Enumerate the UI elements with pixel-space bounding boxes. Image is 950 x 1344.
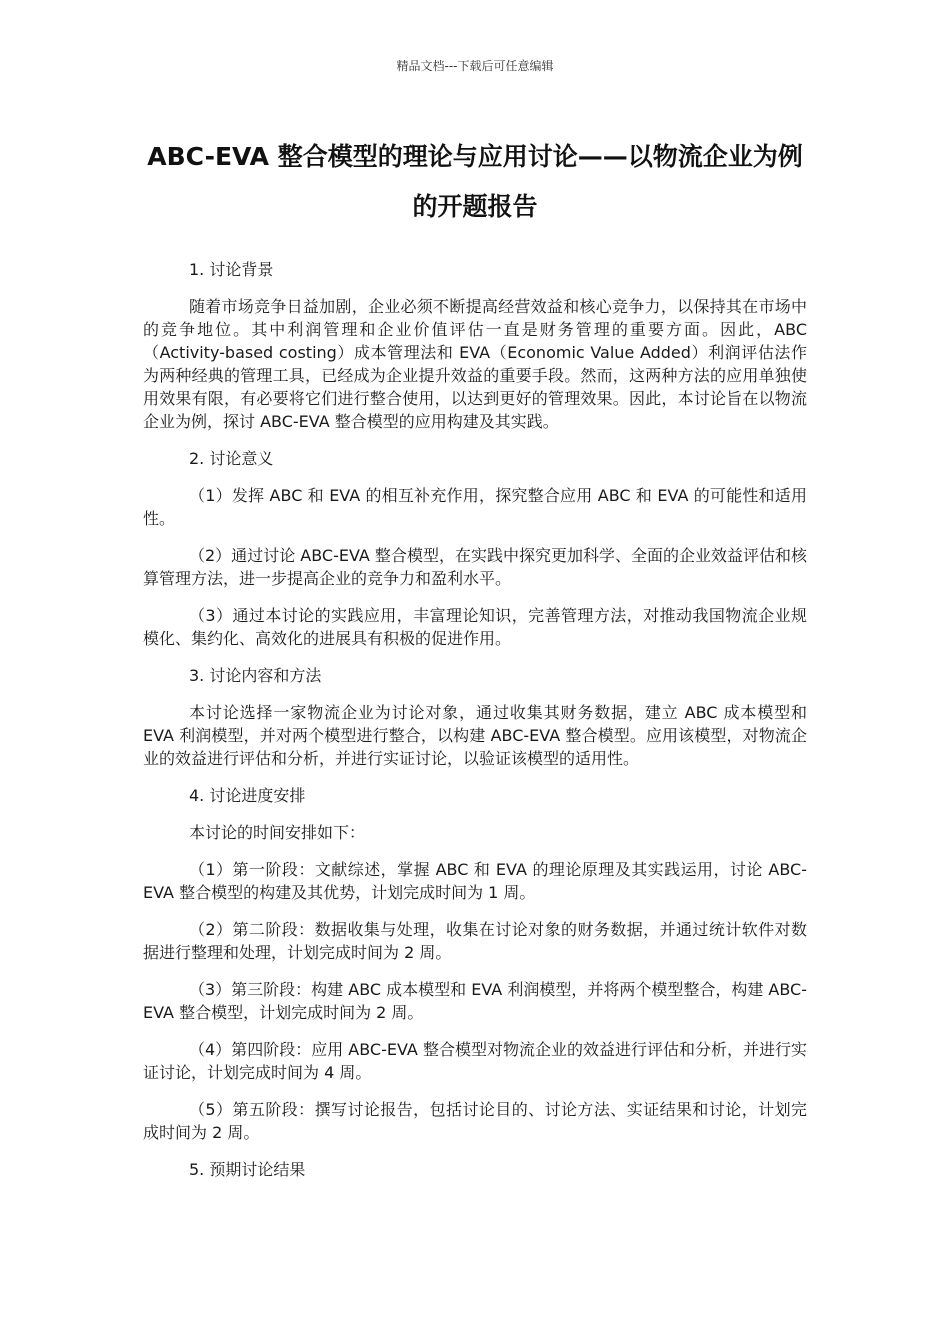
section-heading-schedule: 4. 讨论进度安排 [189,786,306,805]
section-heading-background: 1. 讨论背景 [189,260,274,279]
schedule-item: （4）第四阶段：应用 ABC-EVA 整合模型对物流企业的效益进行评估和分析，并进行实证讨论，计划完成时间为 4 周。 [143,1040,807,1082]
schedule-item: （1）第一阶段：文献综述，掌握 ABC 和 EVA 的理论原理及其实践运用，讨论 ABC-EVA 整合模型的构建及其优势，计划完成时间为 1 周。 [143,860,807,902]
section-heading-expected-results: 5. 预期讨论结果 [189,1160,306,1179]
title-line-2: 的开题报告 [412,192,538,221]
section-heading-content-methods: 3. 讨论内容和方法 [189,666,322,685]
section-heading-significance: 2. 讨论意义 [189,449,274,468]
content-methods-paragraph: 本讨论选择一家物流企业为讨论对象，通过收集其财务数据，建立 ABC 成本模型和 EVA 利润模型，并对两个模型进行整合，以构建 ABC-EVA 整合模型。应用该模型，对物流企业的效益进行评估和分析，并进行实证讨论，以验证该模型的适用性。 [143,703,807,768]
significance-item: （1）发挥 ABC 和 EVA 的相互补充作用，探究整合应用 ABC 和 EVA 的可能性和适用性。 [143,486,807,528]
document-body [143,258,807,1195]
schedule-item: （2）第二阶段：数据收集与处理，收集在讨论对象的财务数据，并通过统计软件对数据进行整理和处理，计划完成时间为 2 周。 [143,920,807,962]
page-header: 精品文档---下载后可任意编辑 [396,59,554,73]
schedule-intro: 本讨论的时间安排如下： [189,823,366,842]
document-title [120,132,830,232]
significance-item: （3）通过本讨论的实践应用，丰富理论知识，完善管理方法，对推动我国物流企业规模化、集约化、高效化的进展具有积极的促进作用。 [143,606,807,648]
significance-item: （2）通过讨论 ABC-EVA 整合模型，在实践中探究更加科学、全面的企业效益评估和核算管理方法，进一步提高企业的竞争力和盈利水平。 [143,546,807,588]
background-paragraph: 随着市场竞争日益加剧，企业必须不断提高经营效益和核心竞争力，以保持其在市场中的竞争地位。其中利润管理和企业价值评估一直是财务管理的重要方面。因此，ABC（Activity-based costing）成本管理法和 EVA（Economic Value Added）利润评估法作为两种经典的管理工具，已经成为企业提升效益的重要手段。然而，这两种方法的应用单独使用效果有限，有必要将它们进行整合使用，以达到更好的管理效果。因此，本讨论旨在以物流企业为例，探讨 ABC-EVA 整合模型的应用构建及其实践。 [143,297,807,431]
schedule-item: （5）第五阶段：撰写讨论报告，包括讨论目的、讨论方法、实证结果和讨论，计划完成时间为 2 周。 [143,1100,807,1142]
title-line-1: ABC-EVA 整合模型的理论与应用讨论——以物流企业为例 [147,142,803,171]
schedule-item: （3）第三阶段：构建 ABC 成本模型和 EVA 利润模型，并将两个模型整合，构建 ABC-EVA 整合模型，计划完成时间为 2 周。 [143,980,807,1022]
